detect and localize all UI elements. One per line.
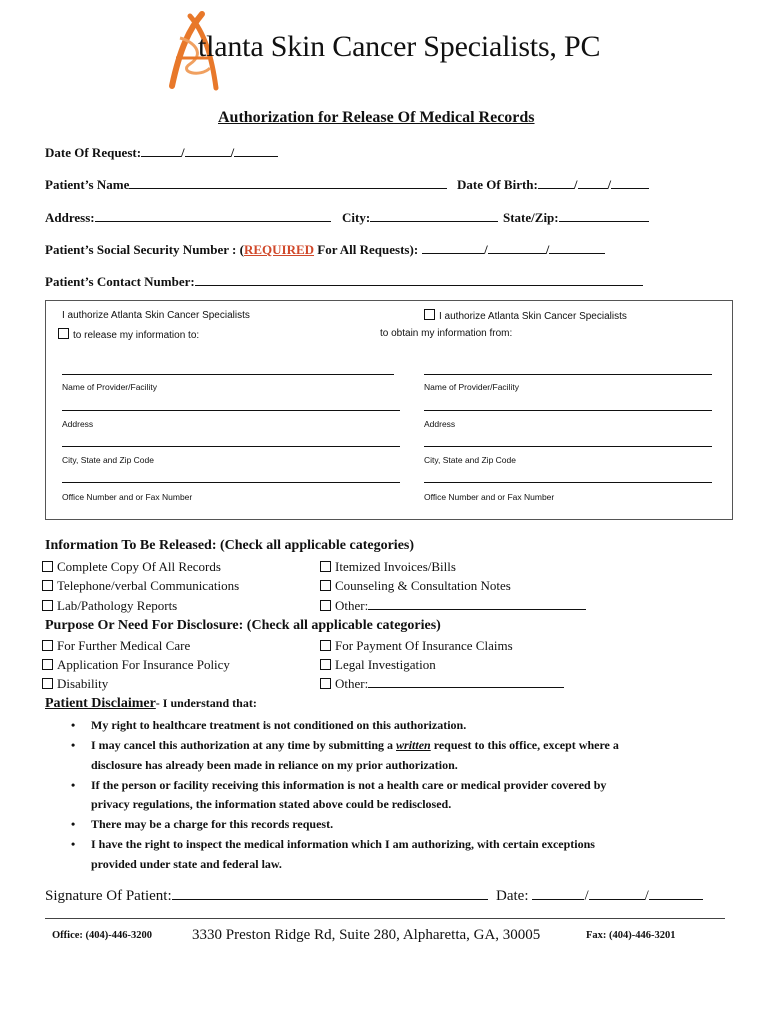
sig-day-field[interactable] bbox=[589, 898, 645, 900]
checkbox[interactable] bbox=[320, 659, 331, 670]
release-provider-name-field[interactable] bbox=[62, 374, 394, 375]
address-field[interactable] bbox=[95, 220, 331, 222]
checkbox[interactable] bbox=[320, 580, 331, 591]
info-option-invoices[interactable] bbox=[320, 559, 456, 575]
footer-office: Office: (404)-446-3200 bbox=[52, 930, 153, 941]
purpose-option-payment[interactable] bbox=[320, 638, 513, 654]
disclaimer-item-continued: privacy regulations, the information stated above could be redisclosed. bbox=[91, 797, 452, 811]
contact-number-row bbox=[45, 274, 643, 290]
obtain-text-2: to obtain my information from: bbox=[380, 328, 513, 339]
disclaimer-emphasis: written bbox=[396, 738, 431, 752]
info-option-lab[interactable] bbox=[42, 598, 177, 614]
release-address-field[interactable] bbox=[62, 410, 400, 411]
patient-name-label: Patient’s Name bbox=[45, 177, 130, 192]
purpose-option-other[interactable] bbox=[320, 676, 564, 692]
dob-year-field[interactable] bbox=[611, 187, 649, 189]
dob-label: Date Of Birth: bbox=[457, 177, 538, 192]
slash: / bbox=[545, 242, 550, 257]
sig-year-field[interactable] bbox=[649, 898, 703, 900]
footer-address: 3330 Preston Ridge Rd, Suite 280, Alpharetta, GA, 30005 bbox=[192, 927, 541, 943]
release-checkbox[interactable] bbox=[58, 328, 69, 339]
disclaimer-item: • My right to healthcare treatment is not conditioned on this authorization. bbox=[91, 718, 466, 733]
slash: / bbox=[573, 177, 578, 192]
release-city-label: City, State and Zip Code bbox=[62, 455, 154, 465]
request-year-field[interactable] bbox=[234, 155, 278, 157]
contact-number-field[interactable] bbox=[195, 284, 643, 286]
checkbox[interactable] bbox=[42, 580, 53, 591]
obtain-provider-name-field[interactable] bbox=[424, 374, 712, 375]
checkbox[interactable] bbox=[320, 561, 331, 572]
info-option-other[interactable] bbox=[320, 598, 586, 614]
option-label: Other: bbox=[335, 676, 369, 691]
option-label: Lab/Pathology Reports bbox=[57, 598, 178, 613]
option-label: Complete Copy Of All Records bbox=[57, 559, 221, 574]
obtain-address-field[interactable] bbox=[424, 410, 712, 411]
obtain-provider-name-label: Name of Provider/Facility bbox=[424, 382, 519, 392]
ssn-label: Patient’s Social Security Number : ( bbox=[45, 242, 244, 257]
purpose-option-legal[interactable] bbox=[320, 657, 436, 673]
disclaimer-item: • There may be a charge for this records request. bbox=[91, 817, 333, 832]
signature-label: Signature Of Patient: bbox=[45, 888, 172, 904]
option-label: Telephone/verbal Communications bbox=[57, 578, 240, 593]
disclaimer-item-continued: provided under state and federal law. bbox=[91, 857, 282, 871]
purpose-option-insurance[interactable] bbox=[42, 657, 230, 673]
slash: / bbox=[584, 888, 589, 904]
release-text-1: I authorize Atlanta Skin Cancer Specialists bbox=[62, 310, 250, 321]
disclaimer-item-continued: disclosure has already been made in reliance on my prior authorization. bbox=[91, 758, 458, 772]
release-address-label: Address bbox=[62, 419, 94, 429]
dob-day-field[interactable] bbox=[578, 187, 608, 189]
footer-fax: Fax: (404)-446-3201 bbox=[586, 930, 676, 941]
option-label: For Payment Of Insurance Claims bbox=[335, 638, 513, 653]
obtain-row bbox=[424, 309, 627, 322]
city-field[interactable] bbox=[370, 220, 498, 222]
checkbox[interactable] bbox=[320, 640, 331, 651]
release-phone-field[interactable] bbox=[62, 482, 400, 483]
disclaimer-heading-suffix: - I understand that: bbox=[155, 696, 257, 710]
option-label: Disability bbox=[57, 676, 109, 691]
obtain-address-label: Address bbox=[424, 419, 456, 429]
purpose-other-field[interactable] bbox=[368, 686, 564, 688]
required-badge: REQUIRED bbox=[243, 242, 315, 257]
address-label: Address: bbox=[45, 210, 95, 225]
checkbox[interactable] bbox=[320, 600, 331, 611]
disclaimer-item bbox=[91, 738, 619, 753]
signature-field[interactable] bbox=[172, 898, 488, 900]
ssn-part3-field[interactable] bbox=[549, 252, 605, 254]
release-row bbox=[58, 328, 199, 341]
slash: / bbox=[484, 242, 488, 257]
obtain-checkbox[interactable] bbox=[424, 309, 435, 320]
ssn-part1-field[interactable] bbox=[422, 252, 484, 254]
ssn-row bbox=[45, 242, 605, 258]
obtain-text-1: I authorize Atlanta Skin Cancer Specialists bbox=[439, 311, 627, 322]
slash: / bbox=[230, 145, 235, 160]
release-provider-name-label: Name of Provider/Facility bbox=[62, 382, 157, 392]
purpose-heading: Purpose Or Need For Disclosure: (Check all applicable categories) bbox=[45, 618, 441, 633]
sig-month-field[interactable] bbox=[532, 898, 584, 900]
footer-divider bbox=[45, 918, 725, 919]
state-zip-field[interactable] bbox=[559, 220, 649, 222]
patient-name-row bbox=[45, 177, 447, 193]
info-option-counseling[interactable] bbox=[320, 578, 511, 594]
info-released-heading: Information To Be Released: (Check all applicable categories) bbox=[45, 538, 415, 553]
obtain-city-label: City, State and Zip Code bbox=[424, 455, 516, 465]
state-zip-row bbox=[503, 210, 649, 226]
obtain-city-field[interactable] bbox=[424, 446, 712, 447]
info-option-complete[interactable] bbox=[42, 559, 221, 575]
contact-number-label: Patient’s Contact Number: bbox=[45, 274, 195, 289]
slash: / bbox=[607, 177, 612, 192]
checkbox[interactable] bbox=[320, 678, 331, 689]
ssn-label-suffix: For All Requests): bbox=[314, 242, 419, 257]
option-label: Application For Insurance Policy bbox=[57, 657, 230, 672]
purpose-option-medical[interactable] bbox=[42, 638, 190, 654]
option-label: Other: bbox=[335, 598, 369, 613]
dob-month-field[interactable] bbox=[538, 187, 574, 189]
checkbox[interactable] bbox=[42, 659, 53, 670]
checkbox[interactable] bbox=[42, 640, 53, 651]
date-of-request-label: Date Of Request: bbox=[45, 145, 142, 160]
disclaimer-heading: Patient Disclaimer bbox=[45, 696, 156, 711]
date-of-request-row bbox=[45, 145, 278, 161]
option-label: Counseling & Consultation Notes bbox=[335, 578, 511, 593]
logo-text: tlanta Skin Cancer Specialists, PC bbox=[198, 30, 601, 63]
slash: / bbox=[181, 145, 185, 160]
slash: / bbox=[644, 888, 649, 904]
signature-date-row bbox=[496, 888, 703, 905]
disclaimer-item: • If the person or facility receiving this information is not a health care or medical provider covered by bbox=[91, 778, 606, 793]
disclaimer-item: • I have the right to inspect the medical information which I am authorizing, with certain exceptions bbox=[91, 837, 595, 852]
page-title: Authorization for Release Of Medical Records bbox=[218, 109, 535, 126]
checkbox[interactable] bbox=[42, 561, 53, 572]
disclaimer-text: request to this office, except where a bbox=[430, 738, 619, 752]
checkbox[interactable] bbox=[42, 600, 53, 611]
info-option-telephone[interactable] bbox=[42, 578, 239, 594]
disclaimer-heading-row bbox=[45, 696, 257, 712]
purpose-option-disability[interactable] bbox=[42, 676, 108, 692]
checkbox[interactable] bbox=[42, 678, 53, 689]
dob-row bbox=[457, 177, 649, 193]
release-text-2: to release my information to: bbox=[73, 330, 200, 341]
release-city-field[interactable] bbox=[62, 446, 400, 447]
request-month-field[interactable] bbox=[141, 155, 181, 157]
obtain-phone-label: Office Number and or Fax Number bbox=[424, 492, 555, 502]
request-day-field[interactable] bbox=[185, 155, 231, 157]
signature-date-label: Date: bbox=[496, 888, 529, 904]
info-other-field[interactable] bbox=[368, 608, 586, 610]
disclaimer-text: I may cancel this authorization at any time by submitting a bbox=[91, 738, 397, 752]
option-label: For Further Medical Care bbox=[57, 638, 191, 653]
city-row bbox=[342, 210, 498, 226]
signature-row bbox=[45, 888, 488, 905]
release-phone-label: Office Number and or Fax Number bbox=[62, 492, 193, 502]
option-label: Legal Investigation bbox=[335, 657, 436, 672]
obtain-phone-field[interactable] bbox=[424, 482, 712, 483]
ssn-part2-field[interactable] bbox=[488, 252, 546, 254]
state-zip-label: State/Zip: bbox=[503, 210, 559, 225]
option-label: Itemized Invoices/Bills bbox=[335, 559, 456, 574]
address-row bbox=[45, 210, 331, 226]
patient-name-field[interactable] bbox=[129, 187, 447, 189]
city-label: City: bbox=[342, 210, 371, 225]
